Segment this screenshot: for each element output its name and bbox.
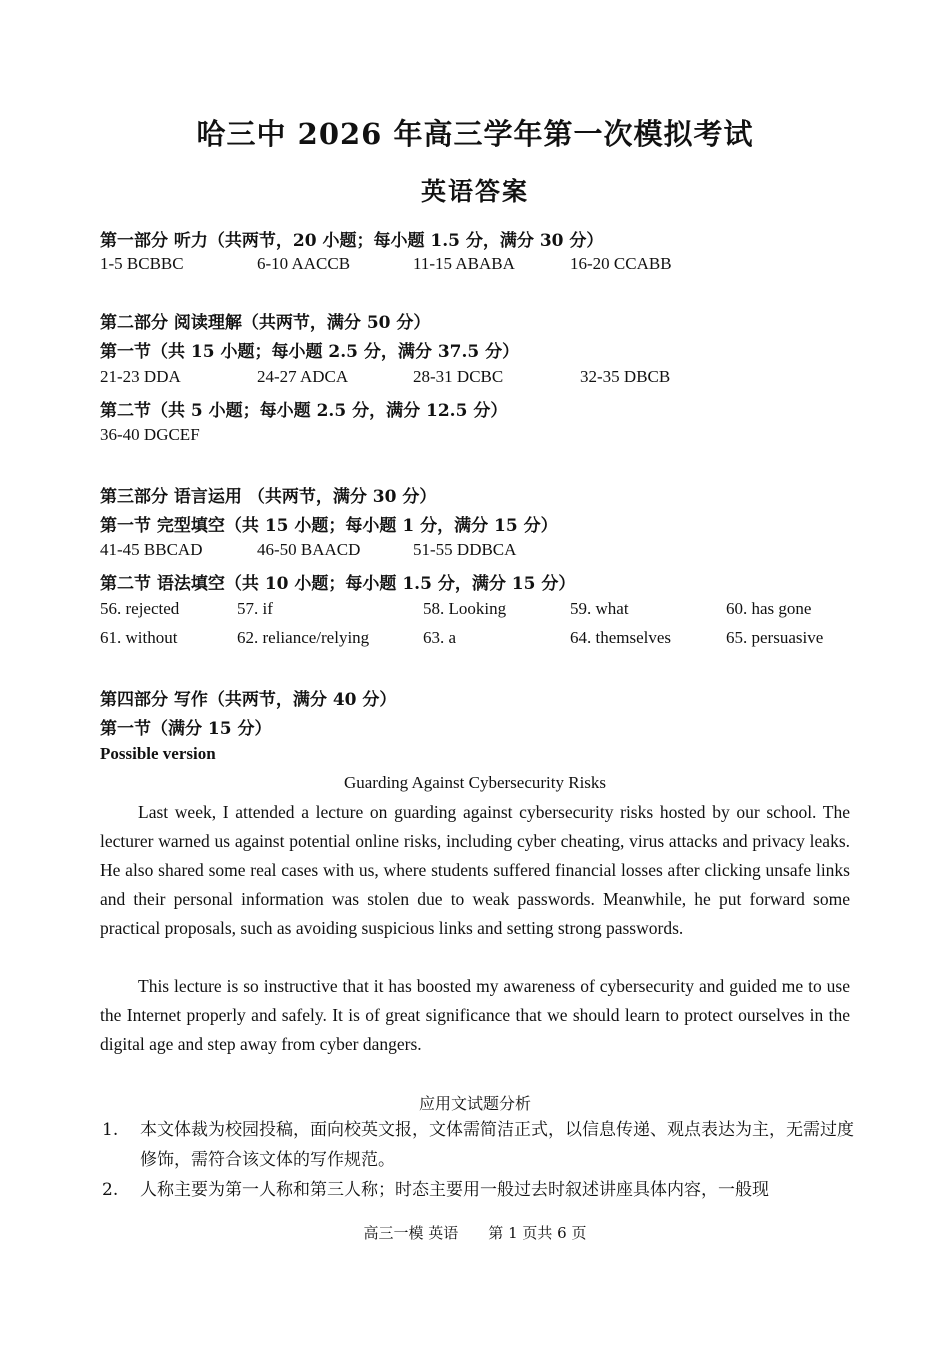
essay-paragraph: Last week, I attended a lecture on guarding against cybersecurity risks hosted by our school. The lecturer warned us against potential online risks, including cyber cheating, virus attacks and privacy leaks. He also shared some real cases with us, where students suffered financial losses after clicking unsafe links and their personal information was stolen due to weak passwords. Meanwhile, he put forward some practical proposals, such as avoiding suspicious links and setting strong passwords. (100, 802, 850, 938)
answer-group: 24-27 ADCA (257, 367, 349, 386)
answer-group: 51-55 DDBCA (413, 540, 517, 559)
answer-item: 57. if (237, 599, 273, 618)
answer-group: 16-20 CCABB (570, 254, 672, 273)
answer-item: 60. has gone (726, 599, 812, 618)
answer-group: 32-35 DBCB (580, 367, 671, 386)
part1-heading: 第一部分 听力（共两节，20 小题；每小题 1.5 分，满分 30 分） (100, 231, 604, 251)
answer-group: 11-15 ABABA (413, 254, 515, 273)
analysis-item-number: 1. (102, 1120, 119, 1140)
analysis-item-text: 人称主要为第一人称和第三人称；时态主要用一般过去时叙述讲座具体内容，一般现 (140, 1180, 769, 1200)
possible-version-label: Possible version (100, 744, 216, 763)
answer-item: 63. a (423, 628, 457, 647)
answer-group: 6-10 AACCB (257, 254, 351, 273)
page-footer: 高三一模 英语 第 1 页共 6 页 (363, 1224, 587, 1242)
analysis-title: 应用文试题分析 (418, 1094, 531, 1113)
part3-section2-heading: 第二节 语法填空（共 10 小题；每小题 1.5 分，满分 15 分） (100, 574, 576, 594)
page-subtitle: 英语答案 (420, 177, 529, 206)
part2-section1-heading: 第一节（共 15 小题；每小题 2.5 分，满分 37.5 分） (100, 342, 520, 362)
answer-item: 61. without (100, 628, 178, 647)
part3-section1-heading: 第一节 完型填空（共 15 小题；每小题 1 分，满分 15 分） (100, 516, 558, 536)
answer-item: 65. persuasive (726, 628, 824, 647)
part2-heading: 第二部分 阅读理解（共两节，满分 50 分） (100, 313, 431, 333)
answer-group: 41-45 BBCAD (100, 540, 203, 559)
answer-item: 62. reliance/relying (237, 628, 370, 647)
answer-group: 28-31 DCBC (413, 367, 504, 386)
part4-heading: 第四部分 写作（共两节，满分 40 分） (100, 690, 397, 710)
answer-group: 46-50 BAACD (257, 540, 361, 559)
answer-item: 58. Looking (423, 599, 507, 618)
analysis-item-number: 2. (102, 1180, 119, 1200)
part3-heading: 第三部分 语言运用 （共两节，满分 30 分） (100, 487, 437, 507)
answer-item: 64. themselves (570, 628, 672, 647)
answer-item: 59. what (570, 599, 629, 618)
part4-section1-heading: 第一节（满分 15 分） (100, 719, 272, 739)
part2-section2-heading: 第二节（共 5 小题；每小题 2.5 分，满分 12.5 分） (100, 401, 508, 421)
answer-group: 1-5 BCBBC (100, 254, 184, 273)
essay-paragraph: This lecture is so instructive that it has boosted my awareness of cybersecurity and guided me to use the Internet properly and safely. It is of great significance that we should learn to protect ourselves in the digital age and step away from cyber dangers. (100, 976, 850, 1054)
answer-item: 56. rejected (100, 599, 180, 618)
analysis-item-text: 本文体裁为校园投稿，面向校英文报，文体需简洁正式，以信息传递、观点表达为主，无需过度修饰，需符合该文体的写作规范。 (140, 1120, 854, 1170)
answer-group: 21-23 DDA (100, 367, 181, 386)
essay-title: Guarding Against Cybersecurity Risks (343, 773, 607, 792)
page-title: 哈三中 2026 年高三学年第一次模拟考试 (196, 117, 754, 151)
answer-group: 36-40 DGCEF (100, 425, 200, 444)
